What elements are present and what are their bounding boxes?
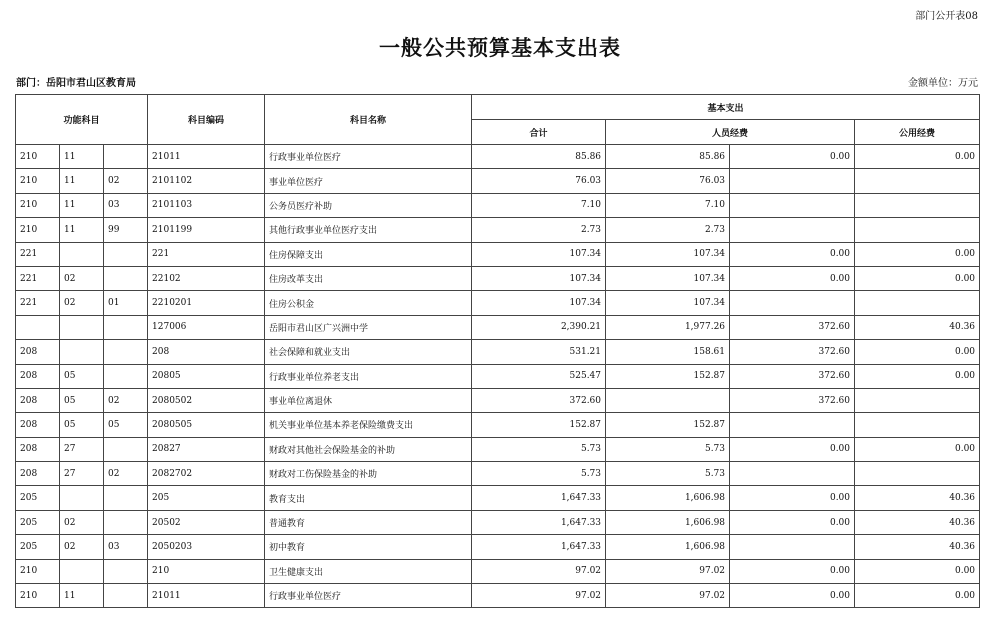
amount-unit-label: 金额单位：万元 [908, 78, 978, 89]
function-class-cell: 210 [16, 218, 60, 242]
subject-code-cell: 2050203 [148, 535, 265, 559]
subject-name-cell: 事业单位医疗 [265, 169, 472, 193]
public-cell: 0.00 [730, 584, 855, 608]
subject-code-cell: 2080505 [148, 413, 265, 437]
public-cell: 372.60 [730, 340, 855, 364]
total-cell: 97.02 [472, 584, 606, 608]
personnel-cell: 97.02 [606, 584, 730, 608]
personnel-cell: 97.02 [606, 559, 730, 583]
function-class-cell: 221 [16, 291, 60, 315]
function-item-cell [104, 145, 148, 169]
function-section-cell: 11 [60, 193, 104, 217]
public-cell [730, 193, 855, 217]
public-cell: 0.00 [730, 486, 855, 510]
subject-code-cell: 2101103 [148, 193, 265, 217]
table-row [16, 266, 980, 290]
function-section-cell: 27 [60, 437, 104, 461]
table-row [16, 242, 980, 266]
public-cell [730, 291, 855, 315]
header-basic-expenditure: 基本支出 [472, 95, 980, 120]
function-class-cell: 221 [16, 242, 60, 266]
personnel-cell: 7.10 [606, 193, 730, 217]
table-row [16, 510, 980, 534]
function-item-cell [104, 242, 148, 266]
total-cell: 525.47 [472, 364, 606, 388]
personnel-cell: 1,606.98 [606, 510, 730, 534]
personnel-cell: 1,606.98 [606, 535, 730, 559]
subject-code-cell: 20827 [148, 437, 265, 461]
function-section-cell: 05 [60, 364, 104, 388]
subject-code-cell: 22102 [148, 266, 265, 290]
header-public: 公用经费 [855, 120, 980, 145]
subject-code-cell: 21011 [148, 584, 265, 608]
total-cell: 2,390.21 [472, 315, 606, 339]
header-subject-name: 科目名称 [265, 95, 472, 145]
subject-code-cell: 221 [148, 242, 265, 266]
function-class-cell: 210 [16, 584, 60, 608]
total-cell: 107.34 [472, 266, 606, 290]
budget-table [15, 94, 980, 608]
public-expense-cell [855, 291, 980, 315]
function-section-cell [60, 486, 104, 510]
function-class-cell: 208 [16, 437, 60, 461]
public-expense-cell [855, 462, 980, 486]
function-class-cell: 208 [16, 388, 60, 412]
table-row [16, 291, 980, 315]
subject-name-cell: 其他行政事业单位医疗支出 [265, 218, 472, 242]
public-cell [730, 413, 855, 437]
function-item-cell [104, 340, 148, 364]
public-expense-cell [855, 388, 980, 412]
public-expense-cell: 0.00 [855, 266, 980, 290]
public-cell: 372.60 [730, 388, 855, 412]
function-item-cell: 03 [104, 535, 148, 559]
function-section-cell: 02 [60, 510, 104, 534]
subject-name-cell: 财政对其他社会保险基金的补助 [265, 437, 472, 461]
subject-code-cell: 2101102 [148, 169, 265, 193]
subject-code-cell: 21011 [148, 145, 265, 169]
function-class-cell: 210 [16, 193, 60, 217]
function-class-cell [16, 315, 60, 339]
total-cell: 152.87 [472, 413, 606, 437]
total-cell: 97.02 [472, 559, 606, 583]
total-cell: 107.34 [472, 291, 606, 315]
personnel-cell: 2.73 [606, 218, 730, 242]
public-expense-cell: 0.00 [855, 437, 980, 461]
public-cell [730, 169, 855, 193]
function-section-cell: 05 [60, 388, 104, 412]
table-row [16, 486, 980, 510]
total-cell: 531.21 [472, 340, 606, 364]
function-item-cell: 02 [104, 388, 148, 412]
table-row [16, 340, 980, 364]
total-cell: 372.60 [472, 388, 606, 412]
function-class-cell: 210 [16, 145, 60, 169]
header-total: 合计 [472, 120, 606, 145]
function-class-cell: 208 [16, 340, 60, 364]
department-label: 部门：岳阳市君山区教育局 [16, 78, 136, 89]
total-cell: 1,647.33 [472, 486, 606, 510]
function-class-cell: 210 [16, 169, 60, 193]
subject-code-cell: 2210201 [148, 291, 265, 315]
subject-name-cell: 住房改革支出 [265, 266, 472, 290]
table-body [16, 145, 980, 608]
total-cell: 107.34 [472, 242, 606, 266]
function-section-cell: 02 [60, 266, 104, 290]
function-item-cell [104, 559, 148, 583]
subject-code-cell: 210 [148, 559, 265, 583]
table-row [16, 584, 980, 608]
subject-name-cell: 初中教育 [265, 535, 472, 559]
personnel-cell: 107.34 [606, 291, 730, 315]
personnel-cell: 152.87 [606, 364, 730, 388]
function-item-cell: 99 [104, 218, 148, 242]
public-cell: 372.60 [730, 364, 855, 388]
subject-name-cell: 行政事业单位医疗 [265, 584, 472, 608]
header-subject-code: 科目编码 [148, 95, 265, 145]
personnel-cell: 5.73 [606, 462, 730, 486]
public-expense-cell: 40.36 [855, 315, 980, 339]
subject-code-cell: 2080502 [148, 388, 265, 412]
table-row [16, 559, 980, 583]
total-cell: 5.73 [472, 462, 606, 486]
function-section-cell: 02 [60, 535, 104, 559]
personnel-cell: 76.03 [606, 169, 730, 193]
public-expense-cell: 40.36 [855, 486, 980, 510]
public-expense-cell: 0.00 [855, 145, 980, 169]
function-section-cell: 11 [60, 584, 104, 608]
subject-name-cell: 卫生健康支出 [265, 559, 472, 583]
public-cell: 0.00 [730, 559, 855, 583]
function-class-cell: 210 [16, 559, 60, 583]
public-cell [730, 218, 855, 242]
function-section-cell: 05 [60, 413, 104, 437]
header-personnel: 人员经费 [606, 120, 855, 145]
subject-name-cell: 社会保障和就业支出 [265, 340, 472, 364]
function-section-cell: 11 [60, 145, 104, 169]
function-section-cell [60, 340, 104, 364]
subject-code-cell: 2082702 [148, 462, 265, 486]
subject-code-cell: 208 [148, 340, 265, 364]
subject-code-cell: 20502 [148, 510, 265, 534]
function-class-cell: 205 [16, 486, 60, 510]
subject-code-cell: 127006 [148, 315, 265, 339]
function-item-cell [104, 486, 148, 510]
public-expense-cell [855, 193, 980, 217]
function-item-cell [104, 315, 148, 339]
table-row [16, 462, 980, 486]
function-section-cell: 11 [60, 218, 104, 242]
function-section-cell [60, 315, 104, 339]
public-expense-cell: 0.00 [855, 340, 980, 364]
table-row [16, 437, 980, 461]
function-section-cell: 02 [60, 291, 104, 315]
function-class-cell: 205 [16, 510, 60, 534]
table-row [16, 169, 980, 193]
public-cell: 0.00 [730, 437, 855, 461]
function-class-cell: 208 [16, 364, 60, 388]
table-row [16, 193, 980, 217]
public-cell [730, 535, 855, 559]
personnel-cell: 1,606.98 [606, 486, 730, 510]
table-row [16, 535, 980, 559]
function-item-cell: 03 [104, 193, 148, 217]
function-section-cell: 11 [60, 169, 104, 193]
personnel-cell: 107.34 [606, 266, 730, 290]
function-item-cell [104, 364, 148, 388]
public-cell: 372.60 [730, 315, 855, 339]
page-title: 一般公共预算基本支出表 [379, 35, 621, 60]
public-cell: 0.00 [730, 266, 855, 290]
public-cell: 0.00 [730, 242, 855, 266]
personnel-cell: 5.73 [606, 437, 730, 461]
table-row [16, 388, 980, 412]
public-expense-cell: 40.36 [855, 510, 980, 534]
subject-code-cell: 20805 [148, 364, 265, 388]
function-section-cell: 27 [60, 462, 104, 486]
subject-name-cell: 机关事业单位基本养老保险缴费支出 [265, 413, 472, 437]
function-section-cell [60, 242, 104, 266]
function-class-cell: 205 [16, 535, 60, 559]
function-item-cell: 01 [104, 291, 148, 315]
public-expense-cell [855, 413, 980, 437]
subject-name-cell: 普通教育 [265, 510, 472, 534]
total-cell: 5.73 [472, 437, 606, 461]
form-number: 部门公开表08 [915, 11, 978, 22]
personnel-cell: 158.61 [606, 340, 730, 364]
subject-name-cell: 行政事业单位养老支出 [265, 364, 472, 388]
public-cell: 0.00 [730, 510, 855, 534]
public-expense-cell: 0.00 [855, 584, 980, 608]
subject-name-cell: 财政对工伤保险基金的补助 [265, 462, 472, 486]
public-expense-cell [855, 169, 980, 193]
subject-name-cell: 公务员医疗补助 [265, 193, 472, 217]
public-expense-cell: 0.00 [855, 559, 980, 583]
total-cell: 76.03 [472, 169, 606, 193]
header-function-subject: 功能科目 [16, 95, 148, 145]
public-cell: 0.00 [730, 145, 855, 169]
subject-name-cell: 事业单位离退休 [265, 388, 472, 412]
function-item-cell [104, 510, 148, 534]
function-item-cell [104, 584, 148, 608]
subject-code-cell: 2101199 [148, 218, 265, 242]
public-expense-cell: 0.00 [855, 364, 980, 388]
function-item-cell: 05 [104, 413, 148, 437]
personnel-cell [606, 388, 730, 412]
function-section-cell [60, 559, 104, 583]
function-class-cell: 208 [16, 413, 60, 437]
subject-name-cell: 住房公积金 [265, 291, 472, 315]
subject-name-cell: 行政事业单位医疗 [265, 145, 472, 169]
total-cell: 1,647.33 [472, 535, 606, 559]
public-expense-cell: 40.36 [855, 535, 980, 559]
function-class-cell: 208 [16, 462, 60, 486]
total-cell: 7.10 [472, 193, 606, 217]
function-item-cell: 02 [104, 462, 148, 486]
total-cell: 1,647.33 [472, 510, 606, 534]
public-expense-cell [855, 218, 980, 242]
table-row [16, 145, 980, 169]
personnel-cell: 152.87 [606, 413, 730, 437]
public-expense-cell: 0.00 [855, 242, 980, 266]
table-row [16, 413, 980, 437]
personnel-cell: 1,977.26 [606, 315, 730, 339]
function-item-cell: 02 [104, 169, 148, 193]
subject-name-cell: 住房保障支出 [265, 242, 472, 266]
subject-name-cell: 岳阳市君山区广兴洲中学 [265, 315, 472, 339]
function-item-cell [104, 266, 148, 290]
function-item-cell [104, 437, 148, 461]
subject-name-cell: 教育支出 [265, 486, 472, 510]
subject-code-cell: 205 [148, 486, 265, 510]
public-cell [730, 462, 855, 486]
total-cell: 85.86 [472, 145, 606, 169]
table-row [16, 218, 980, 242]
personnel-cell: 85.86 [606, 145, 730, 169]
personnel-cell: 107.34 [606, 242, 730, 266]
table-row [16, 315, 980, 339]
table-row [16, 364, 980, 388]
function-class-cell: 221 [16, 266, 60, 290]
total-cell: 2.73 [472, 218, 606, 242]
